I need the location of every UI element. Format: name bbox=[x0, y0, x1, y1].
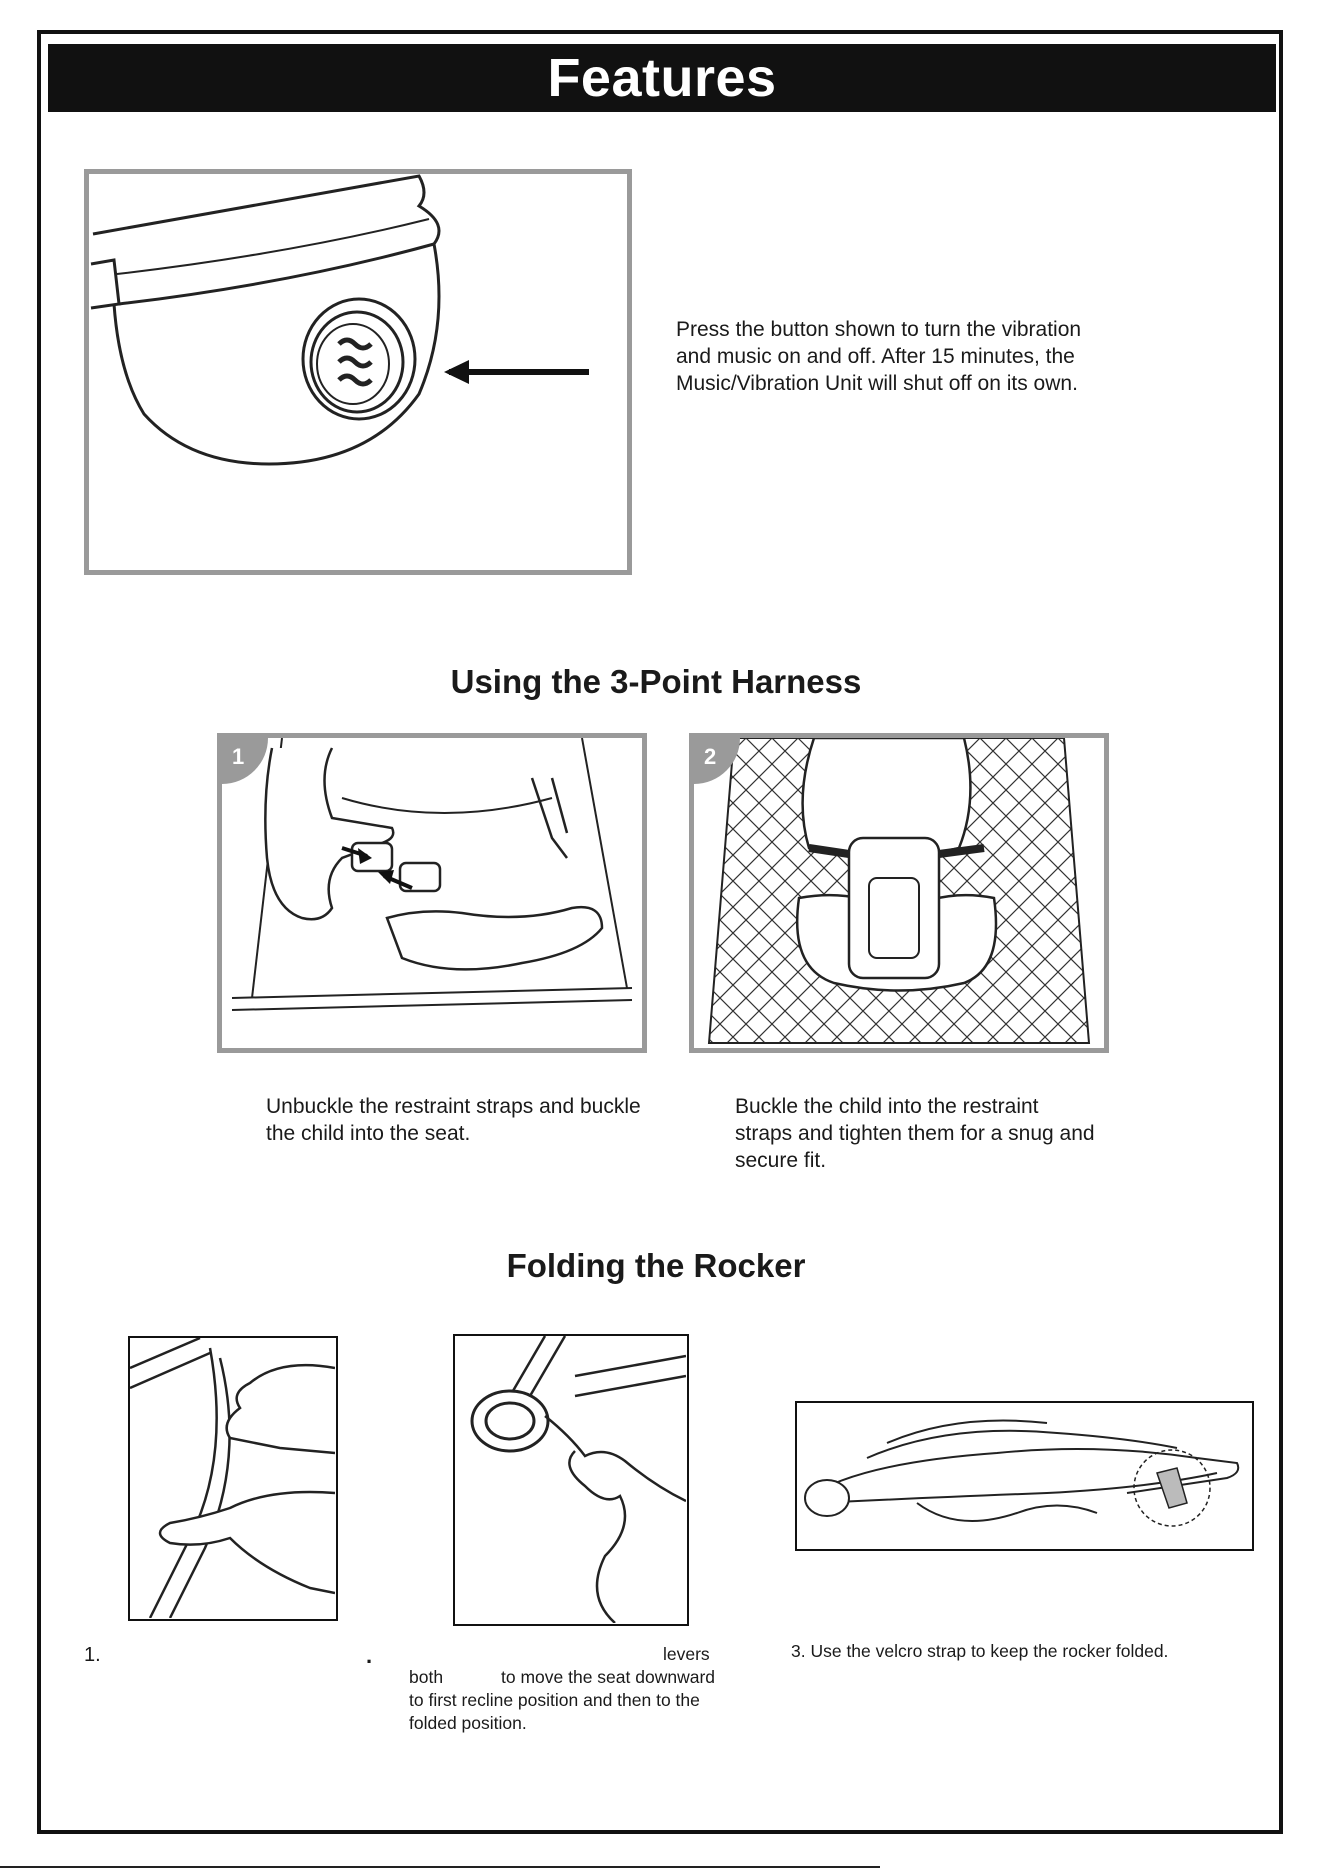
page-title: Features bbox=[547, 48, 777, 108]
vibration-instructions: Press the button shown to turn the vibration and music on and off. After 15 minutes, the Music/Vibration Unit will shut off on its own. bbox=[676, 318, 1082, 395]
harness-step-2-caption: Buckle the child into the restraint straps and tighten them for a snug and secure fit. bbox=[735, 1095, 1095, 1172]
harness-step-1-caption: Unbuckle the restraint straps and buckle the child into the seat. bbox=[266, 1095, 641, 1145]
folding-step-2-line3: folded position. bbox=[409, 1713, 527, 1733]
bottom-rule bbox=[0, 1866, 880, 1868]
folding-step-3-illustration bbox=[795, 1401, 1254, 1551]
harness-step-2-illustration bbox=[689, 733, 1109, 1053]
folding-step-2-line2: to first recline position and then to the bbox=[409, 1690, 700, 1710]
folding-step-2-levers: levers bbox=[663, 1644, 710, 1664]
folding-step-3-caption: 3. Use the velcro strap to keep the rocker folded. bbox=[791, 1641, 1169, 1661]
folding-step-2-line1: to move the seat downward bbox=[501, 1667, 716, 1687]
folding-step-1-illustration bbox=[128, 1336, 338, 1621]
folding-title: Folding the Rocker bbox=[506, 1247, 806, 1284]
vibration-unit-illustration bbox=[84, 169, 632, 575]
step-badge-2: 2 bbox=[694, 738, 740, 784]
harness-title: Using the 3-Point Harness bbox=[450, 663, 862, 700]
folding-step-1-number: 1. bbox=[84, 1644, 101, 1666]
harness-step-1-illustration bbox=[217, 733, 647, 1053]
folding-step-2-both: both bbox=[409, 1667, 444, 1687]
folding-step-1-dot: . bbox=[366, 1643, 373, 1668]
step-badge-1: 1 bbox=[222, 738, 268, 784]
features-banner bbox=[48, 44, 1276, 112]
folding-step-2-illustration bbox=[453, 1334, 689, 1626]
